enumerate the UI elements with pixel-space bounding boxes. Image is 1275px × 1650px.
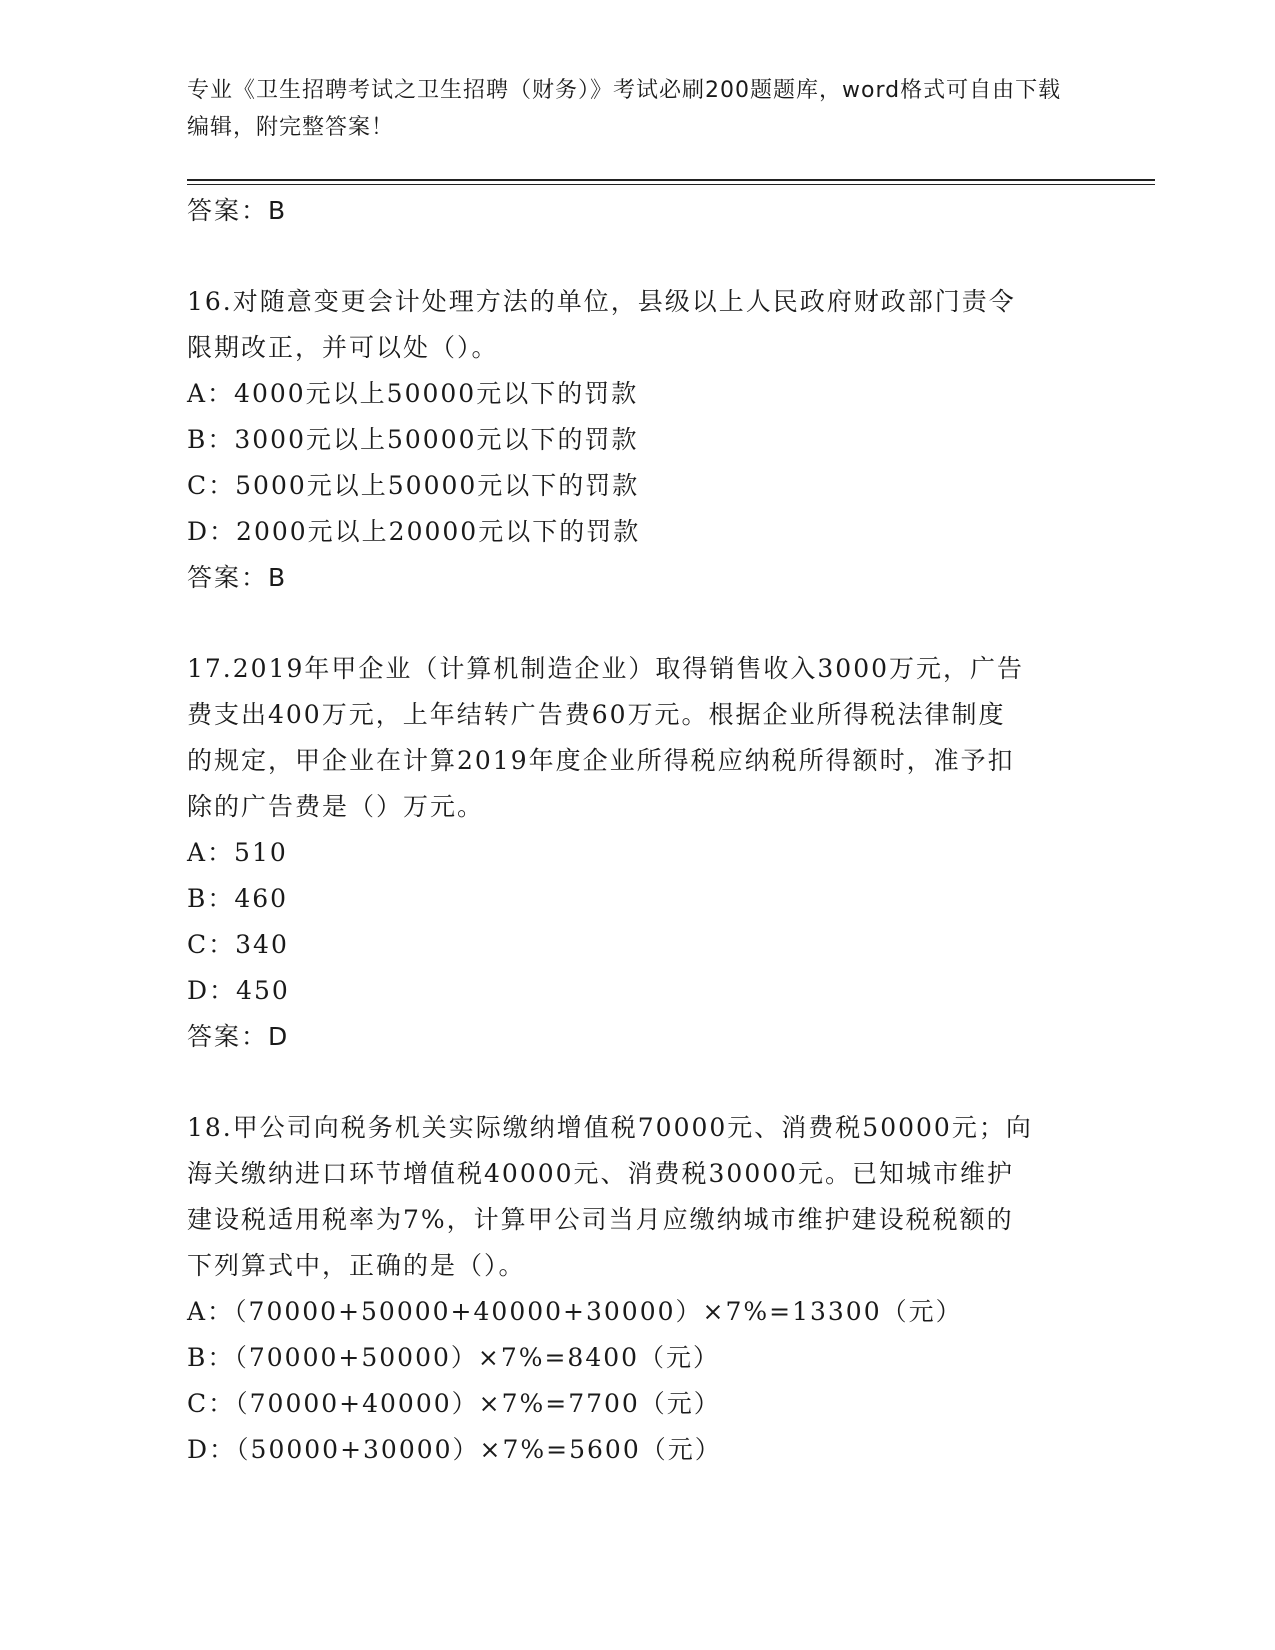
question-17-stem-line-2: 费支出400万元，上年结转广告费60万元。根据企业所得税法律制度 xyxy=(187,700,1006,729)
question-18-option-a: A：（70000+50000+40000+30000）×7%=13300（元） xyxy=(187,1297,963,1326)
question-17-option-c: C：340 xyxy=(187,930,289,959)
question-17-stem-line-4: 除的广告费是（）万元。 xyxy=(187,792,485,821)
question-17-option-b: B：460 xyxy=(187,884,289,913)
answer-16: 答案：B xyxy=(187,563,288,592)
question-17-stem-line-1: 17.2019年甲企业（计算机制造企业）取得销售收入3000万元，广告 xyxy=(187,654,1025,683)
question-18-stem-line-4: 下列算式中，正确的是（）。 xyxy=(187,1251,526,1280)
question-18-stem-line-2: 海关缴纳进口环节增值税40000元、消费税30000元。已知城市维护 xyxy=(187,1159,1015,1188)
question-17-stem-line-3: 的规定，甲企业在计算2019年度企业所得税应纳税所得额时，准予扣 xyxy=(187,746,1015,775)
question-17 xyxy=(187,646,1087,1060)
question-16-option-d: D：2000元以上20000元以下的罚款 xyxy=(187,517,641,546)
question-16 xyxy=(187,279,1087,601)
header-rule-thick xyxy=(187,179,1155,181)
question-16-option-b: B：3000元以上50000元以下的罚款 xyxy=(187,425,639,454)
answer-15: 答案：B xyxy=(187,196,288,225)
answer-17: 答案：D xyxy=(187,1022,290,1051)
document-body xyxy=(187,188,1087,1473)
question-17-option-a: A：510 xyxy=(187,838,288,867)
question-17-option-d: D：450 xyxy=(187,976,290,1005)
question-18-option-b: B：（70000+50000）×7%=8400（元） xyxy=(187,1343,721,1372)
question-16-option-c: C：5000元以上50000元以下的罚款 xyxy=(187,471,640,500)
question-16-stem-line-2: 限期改正，并可以处（）。 xyxy=(187,333,499,362)
question-16-stem-line-1: 16.对随意变更会计处理方法的单位，县级以上人民政府财政部门责令 xyxy=(187,287,1016,316)
document-header: 专业《卫生招聘考试之卫生招聘（财务）》考试必刷200题题库，word格式可自由下载编辑，附完整答案！ xyxy=(187,78,1062,140)
header-rule-thin xyxy=(187,184,1155,185)
question-18-stem-line-3: 建设税适用税率为7%，计算甲公司当月应缴纳城市维护建设税税额的 xyxy=(187,1205,1014,1234)
question-18-stem-line-1: 18.甲公司向税务机关实际缴纳增值税70000元、消费税50000元；向 xyxy=(187,1113,1033,1142)
question-18-option-d: D：（50000+30000）×7%=5600（元） xyxy=(187,1435,722,1464)
question-18-option-c: C：（70000+40000）×7%=7700（元） xyxy=(187,1389,721,1418)
question-16-option-a: A：4000元以上50000元以下的罚款 xyxy=(187,379,639,408)
question-18 xyxy=(187,1105,1087,1473)
